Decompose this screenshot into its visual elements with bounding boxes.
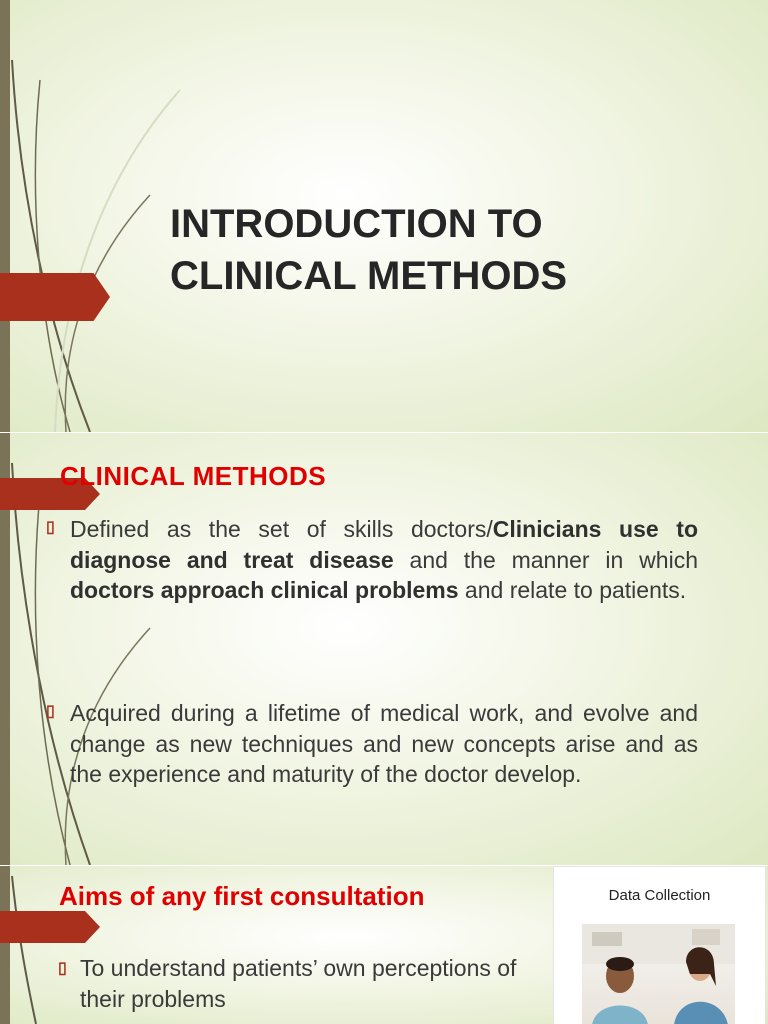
bullet-text: Defined as the set of skills doctors/	[70, 516, 493, 542]
section-heading: Aims of any first consultation	[59, 881, 425, 911]
bullet-perceptions: To understand patients’ own perceptions of their problems	[80, 955, 517, 1012]
bullet-bold: doctors approach clinical problems	[70, 577, 459, 603]
image-caption: Data Collection	[608, 887, 711, 904]
title-line-2: CLINICAL METHODS	[170, 254, 568, 298]
bullet-bold: Clinicians use to diagnose and treat disease	[70, 516, 699, 573]
slide-title	[0, 0, 768, 432]
bullet-text: and the manner in which	[393, 546, 698, 573]
title-line-1: INTRODUCTION TO	[170, 202, 543, 246]
bullet-marker-icon: ▯	[58, 960, 67, 977]
photo-illustration	[582, 924, 735, 1024]
bullet-marker-icon: ▯	[46, 519, 55, 536]
patient-nurse-photo	[582, 924, 735, 1024]
slide-aims	[0, 866, 768, 1024]
bullet-marker-icon: ▯	[46, 703, 55, 720]
slide-clinical-methods	[0, 433, 768, 865]
bullet-definition	[70, 514, 698, 606]
accent-arrow	[0, 273, 110, 321]
slide-side-bar	[0, 0, 10, 432]
data-collection-image	[553, 866, 766, 1024]
bullet-acquired: Acquired during a lifetime of medical work, and evolve and change as new techniques and new concepts arise and as the experience and maturity of the doctor develop.	[70, 700, 698, 787]
section-heading: CLINICAL METHODS	[60, 461, 327, 491]
slide-side-bar	[0, 866, 10, 1024]
bullet-text: and relate to patients.	[458, 577, 687, 603]
slide-title-text	[170, 198, 730, 302]
accent-arrow	[0, 911, 100, 943]
